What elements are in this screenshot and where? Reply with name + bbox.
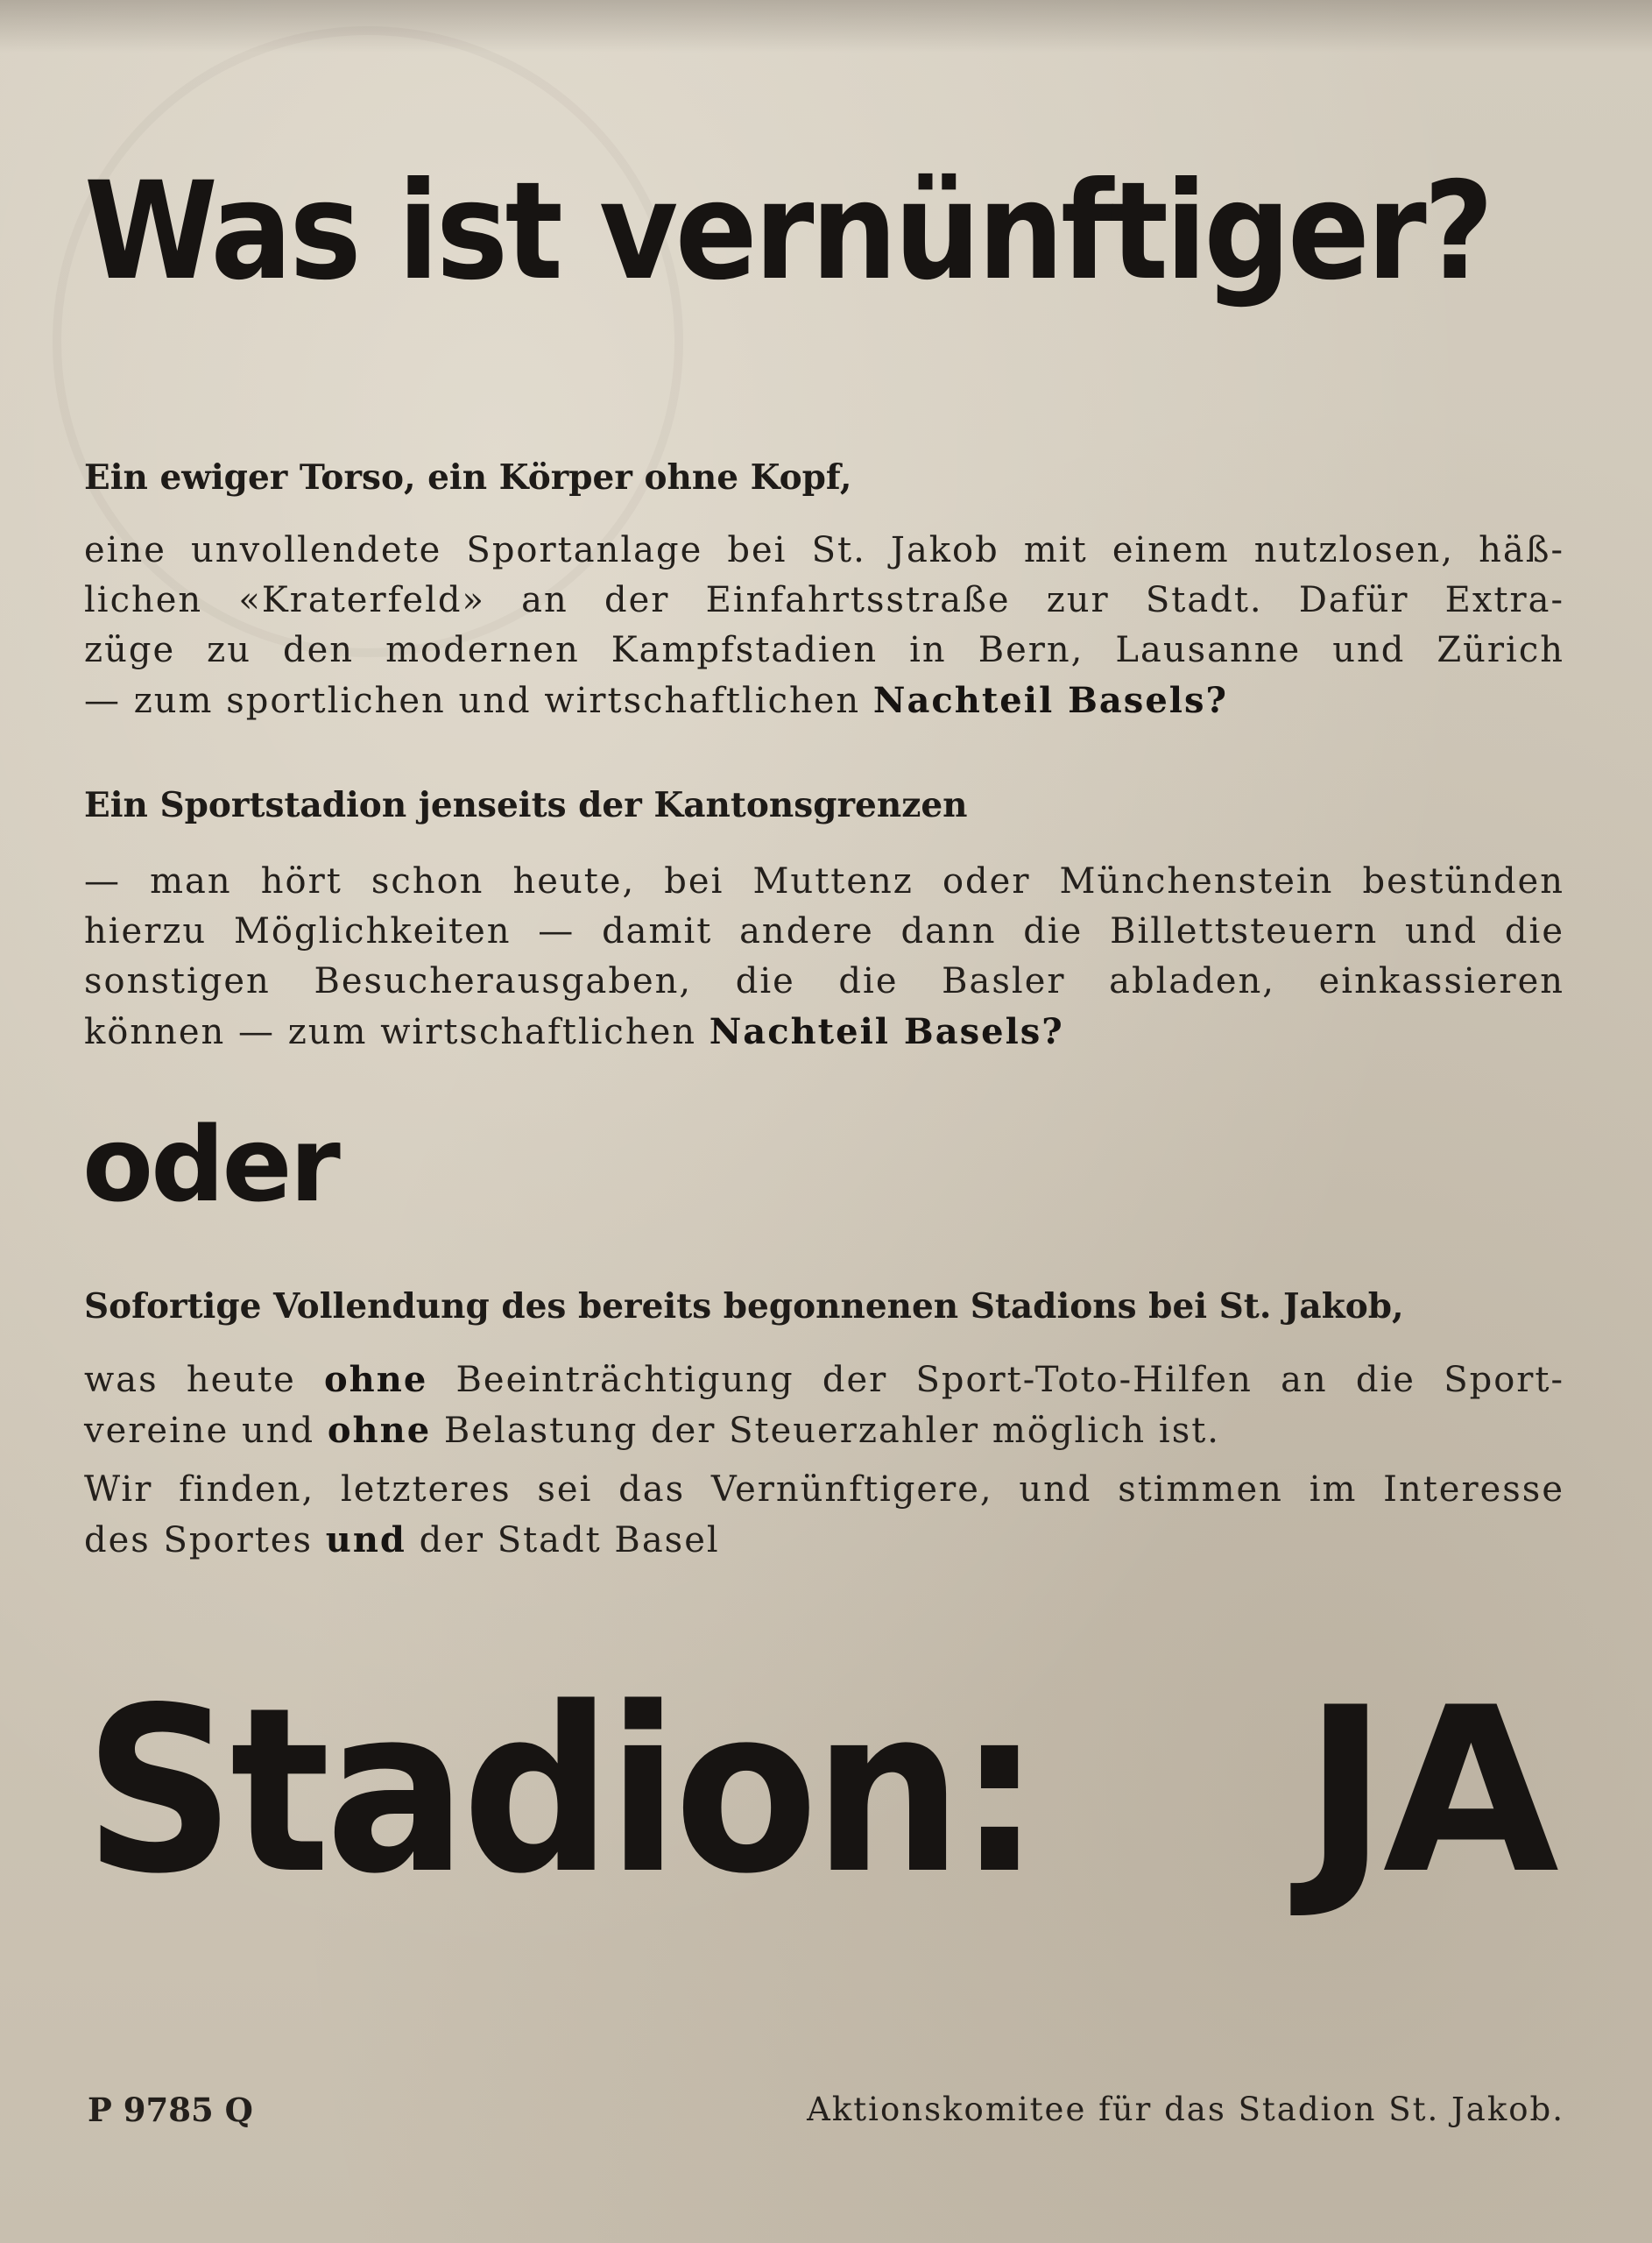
slogan-ja: JA xyxy=(1303,1659,1554,1924)
closing-text: der Stadt Basel xyxy=(419,1520,720,1560)
oder-heading: oder xyxy=(82,1104,338,1225)
slogan-stadion: Stadion: xyxy=(84,1659,1037,1924)
section3-text: was heute xyxy=(84,1360,296,1400)
section1-line: eine unvollendete Sportanlage bei St. Jakob mit einem nutzlosen, häß- xyxy=(84,530,1564,570)
closing-paragraph xyxy=(84,1465,1564,1566)
section3-emphasis: ohne xyxy=(327,1410,432,1451)
section2-last-text: können — zum wirtschaftlichen xyxy=(84,1012,697,1052)
page-shadow xyxy=(0,0,1652,53)
section3-lead: Sofortige Vollendung des bereits begonnenen Stadions bei St. Jakob, xyxy=(84,1286,1404,1327)
section3-line2 xyxy=(84,1405,1564,1456)
section3-text: Belastung der Steuerzahler möglich ist. xyxy=(443,1411,1221,1451)
committee-signature: Aktionskomitee für das Stadion St. Jakob. xyxy=(807,2091,1564,2128)
closing-line1: Wir finden, letzteres sei das Vernünftigere, und stimmen im Interesse xyxy=(84,1469,1564,1510)
headline: Was ist vernünftiger? xyxy=(84,153,1491,310)
section2-paragraph xyxy=(84,857,1564,1058)
section2-lead: Ein Sportstadion jenseits der Kantonsgrenzen xyxy=(84,785,968,825)
section2-line: sonstigen Besucherausgaben, die die Basler abladen, einkassieren xyxy=(84,961,1564,1001)
section1-last-text: — zum sportlichen und wirtschaftlichen xyxy=(84,681,861,721)
closing-text: des Sportes xyxy=(84,1520,314,1560)
section3-text: Beeinträchtigung der Sport-Toto-Hilfen an die Sport- xyxy=(455,1360,1564,1400)
section2-line: — man hört schon heute, bei Muttenz oder Münchenstein bestünden xyxy=(84,861,1564,902)
closing-emphasis: und xyxy=(325,1519,406,1560)
section1-last-line xyxy=(84,676,1564,726)
section1-line: züge zu den modernen Kampfstadien in Bern, Lausanne und Zürich xyxy=(84,630,1564,670)
section2-line: hierzu Möglichkeiten — damit andere dann die Billettsteuern und die xyxy=(84,911,1564,952)
section2-emphasis: Nachteil Basels? xyxy=(709,1011,1064,1052)
ad-code: P 9785 Q xyxy=(88,2091,253,2129)
section1-emphasis: Nachteil Basels? xyxy=(872,680,1228,721)
section3-emphasis: ohne xyxy=(324,1359,428,1400)
section1-line: lichen «Kraterfeld» an der Einfahrtsstraße zur Stadt. Dafür Extra- xyxy=(84,580,1564,620)
section3-paragraph xyxy=(84,1355,1564,1456)
section2-last-line xyxy=(84,1007,1564,1058)
section1-paragraph xyxy=(84,526,1564,726)
section3-line1 xyxy=(84,1355,1564,1405)
section3-text: vereine und xyxy=(84,1411,315,1451)
section1-lead: Ein ewiger Torso, ein Körper ohne Kopf, xyxy=(84,457,852,498)
closing-line2 xyxy=(84,1515,1564,1566)
